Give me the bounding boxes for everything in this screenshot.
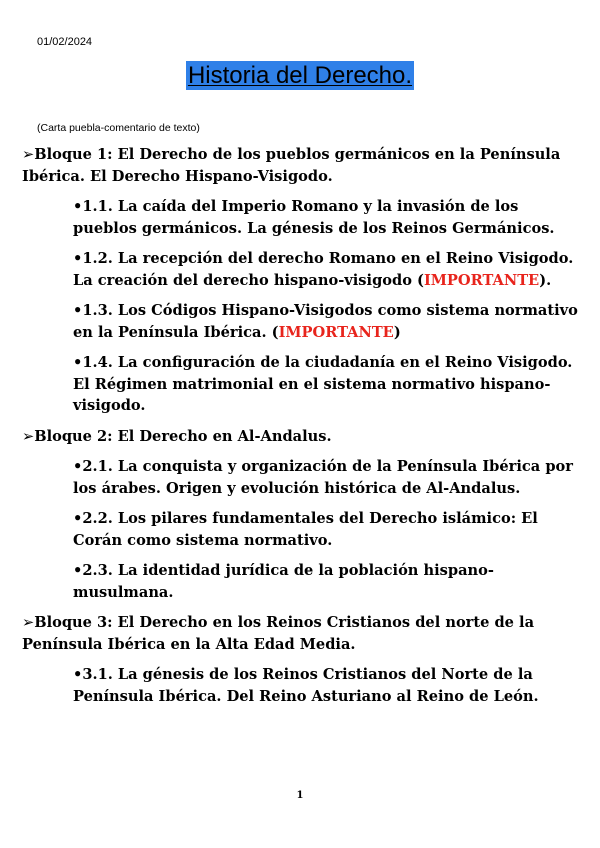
bloque-1-text: Bloque 1: El Derecho de los pueblos germánicos en la Península Ibérica. El Derecho Hispano-Visigodo. (22, 146, 561, 185)
arrow-bullet-icon: ➢ (22, 614, 35, 631)
item-2-1: •2.1. La conquista y organización de la Península Ibérica por los árabes. Origen y evolución histórica de Al-Andalus. (73, 458, 573, 497)
syllabus-content (22, 144, 578, 716)
bloque-2-heading (22, 426, 578, 448)
item-1-2-text: •1.2. La recepción del derecho Romano en el Reino Visigodo. La creación del derecho hispano-visigodo ( (73, 250, 574, 289)
subtitle: (Carta puebla-comentario de texto) (37, 122, 200, 134)
document-date: 01/02/2024 (37, 36, 93, 48)
item-1-3-text: •1.3. Los Códigos Hispano-Visigodos como sistema normativo en la Península Ibérica. ( (73, 302, 578, 341)
item-1-4: •1.4. La configuración de la ciudadanía en el Reino Visigodo. El Régimen matrimonial en el sistema normativo hispano-visigodo. (73, 354, 573, 414)
arrow-bullet-icon: ➢ (22, 146, 35, 163)
important-label: IMPORTANTE (278, 323, 394, 341)
item-2-2: •2.2. Los pilares fundamentales del Derecho islámico: El Corán como sistema normativo. (73, 510, 538, 549)
item-1-3 (73, 300, 578, 343)
item-1-3-suffix: ) (393, 323, 401, 341)
title-container (0, 61, 600, 90)
bloque-3-heading (22, 612, 578, 655)
item-1-1: •1.1. La caída del Imperio Romano y la invasión de los pueblos germánicos. La génesis de los Reinos Germánicos. (73, 198, 555, 237)
page-title: Historia del Derecho. (187, 62, 413, 89)
arrow-bullet-icon: ➢ (22, 427, 35, 445)
item-1-2 (73, 248, 578, 291)
item-1-2-suffix: ). (539, 271, 552, 289)
item-3-1: •3.1. La génesis de los Reinos Cristianos del Norte de la Península Ibérica. Del Reino Asturiano al Reino de León. (73, 666, 539, 705)
bloque-2-text: Bloque 2: El Derecho en Al-Andalus. (34, 427, 332, 445)
item-2-3: •2.3. La identidad jurídica de la población hispano-musulmana. (73, 562, 494, 601)
bloque-3-text: Bloque 3: El Derecho en los Reinos Cristianos del norte de la Península Ibérica en la Alta Edad Media. (22, 614, 535, 653)
page-number: 1 (296, 790, 304, 801)
bloque-1-heading (22, 144, 578, 187)
important-label: IMPORTANTE (423, 271, 540, 289)
